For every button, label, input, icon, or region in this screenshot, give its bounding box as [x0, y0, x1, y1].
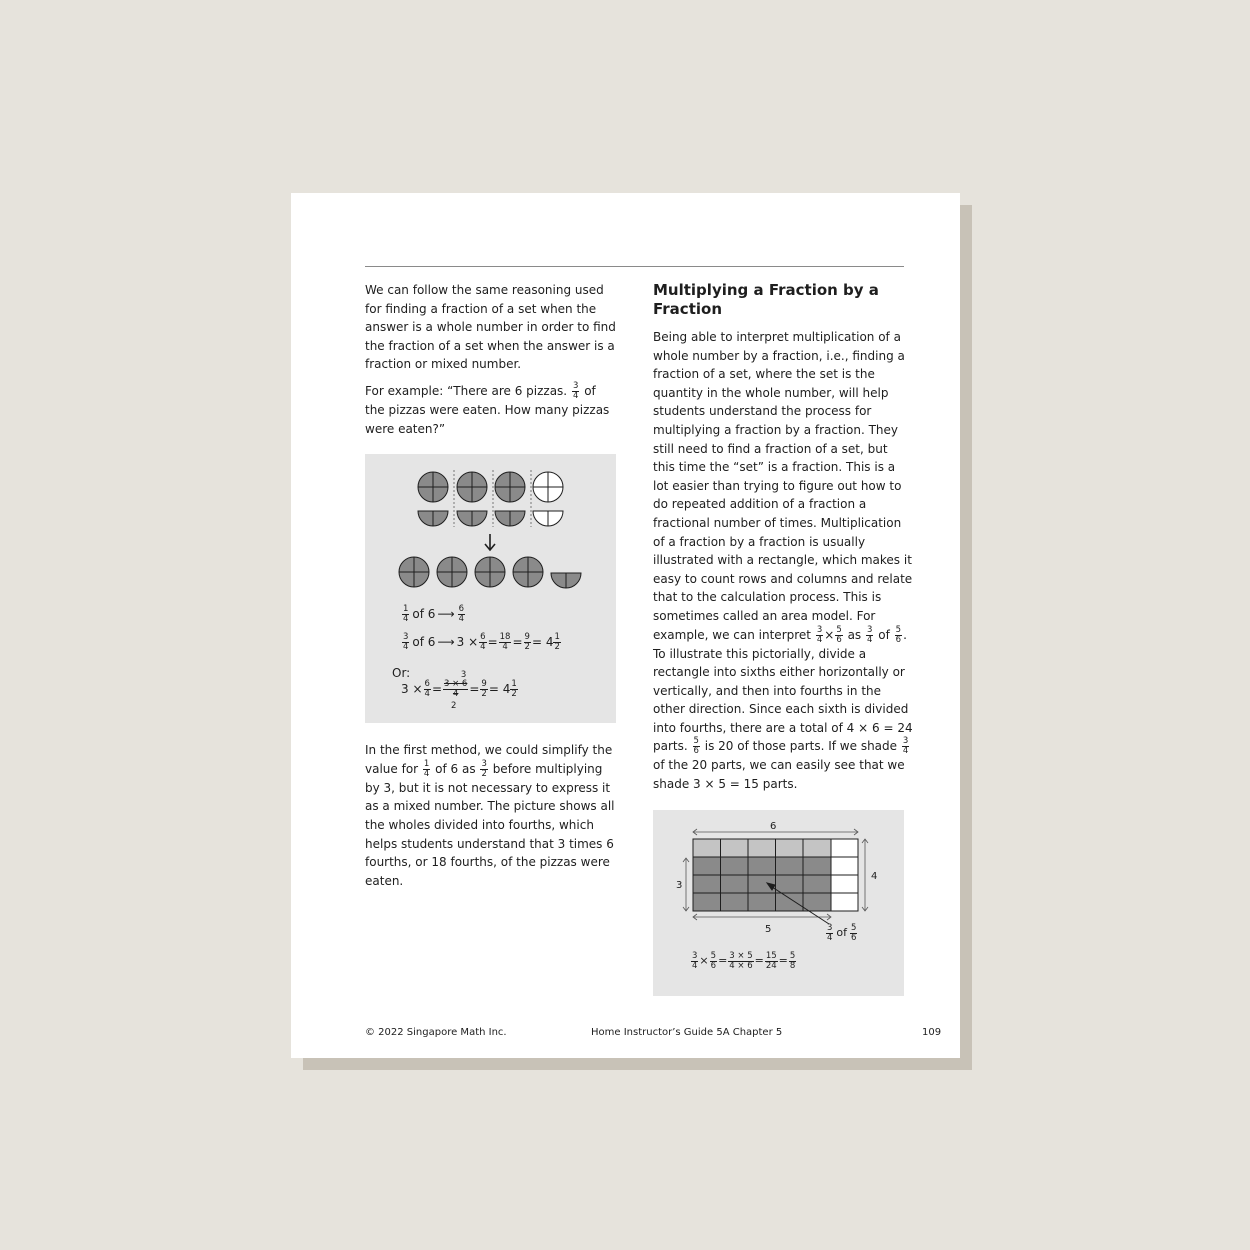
intro-paragraph: We can follow the same reasoning used for finding a fraction of a set when the answer is a whole number in order to find the fraction of a set when the answer is a fraction or mixed number. [365, 283, 616, 372]
result-pizza-1 [399, 557, 429, 587]
result-pizza-4 [513, 557, 543, 587]
example-paragraph: For example: “There are 6 pizzas. $\frac{3}{4}$ of the pizzas were eaten. How many pizzas were eaten?” [365, 380, 610, 436]
result-pizza-3 [475, 557, 505, 587]
area-model-paragraph: Being able to interpret multiplication of a whole number by a fraction, i.e., finding a fraction of a set, where the set is the quantity in the whole number, will help students understand the process for multiplying a fraction by a fraction. They still need to find a fraction of a set, but this time the “set” is a fraction. This is a lot easier than trying to figure out how to do repeated addition of a fraction a fractional number of times. Multiplication of a fraction by a fraction is usually illustrated with a rectangle, which makes it easy to count rows and columns and relate that to the calculation process. This is sometimes called an area model. For example, we can interpret $\frac{3}{4}$ × $\frac{5}{6}$ as $\frac{3}{4}$ of $\frac{5}{6}$ . To illustrate this pictorially, divide a rectangle into sixths either horizontally or vertically, and then into fourths in the other direction. Since each sixth is divided into fourths, there are a total of 4 × 6 = 24 parts. $\frac{5}{6}$ is 20 of those parts. If we shade $\frac{3}{4}$ of the 20 parts, we can easily see that we shade 3 × 5 = 15 parts. [653, 330, 913, 792]
right-column [653, 281, 913, 996]
footer-title: Home Instructor’s Guide 5A Chapter 5 [591, 1027, 783, 1038]
label-bottom: 5 [765, 923, 772, 935]
explanation-paragraph: In the first method, we could simplify the value for $\frac{1}{4}$ of 6 as $\frac{3}{2}$ before multiplying by 3, but it is not necessary to express it as a mixed number. The picture shows all the wholes divided into fourths, which helps students understand that 3 times 6 fourths, or 18 fourths, of the pizzas were eaten. [365, 743, 615, 888]
down-arrow-icon [485, 534, 495, 550]
footer-copyright: © 2022 Singapore Math Inc. [365, 1027, 507, 1038]
result-pizza-2 [437, 557, 467, 587]
pizza-figure [365, 454, 616, 723]
equation-three-quarters-of-6: $\frac{3}{4}$ of 6 ⟶ 3 × $\frac{6}{4}$ = $\frac{18}{4}$ = $\frac{9}{2}$ = 4 $\frac{1}{2}$ [403, 632, 560, 653]
equation-quarter-of-6: $\frac{1}{4}$ of 6 ⟶ $\frac{6}{4}$ [403, 604, 465, 625]
label-top: 6 [770, 820, 777, 832]
page-number: 109 [922, 1027, 942, 1038]
section-heading: Multiplying a Fraction by a Fraction [653, 281, 879, 318]
label-left: 3 [676, 879, 683, 891]
callout-label: $\frac{3}{4}$ of $\frac{5}{6}$ [827, 922, 857, 943]
pizza-3 [495, 472, 525, 502]
pizza-2 [457, 472, 487, 502]
book-page [291, 193, 960, 1058]
pizza-diagram [365, 454, 616, 604]
header-rule [365, 266, 904, 267]
area-model-figure [653, 810, 904, 996]
or-label: Or: [392, 666, 411, 681]
area-equation: $\frac{3}{4}$ × $\frac{5}{6}$ = $\frac{3 \times 5}{4 \times 6}$ = $\frac{15}{24}$ = $\frac{5}{8}$ [692, 950, 796, 971]
shaded-region [693, 857, 831, 911]
fraction-3-4: $\frac{3}{4}$ [572, 380, 579, 401]
pizza-4 [533, 472, 563, 502]
label-right: 4 [871, 870, 878, 882]
left-column [365, 281, 619, 890]
equation-cancellation: 3 × $\frac{6}{4}$ = 3 3 × 6 4 2 = $\frac{9}{2}$ = 4 $\frac{1}{2}$ [401, 670, 517, 712]
area-grid [693, 839, 858, 911]
pizza-1 [418, 472, 448, 502]
